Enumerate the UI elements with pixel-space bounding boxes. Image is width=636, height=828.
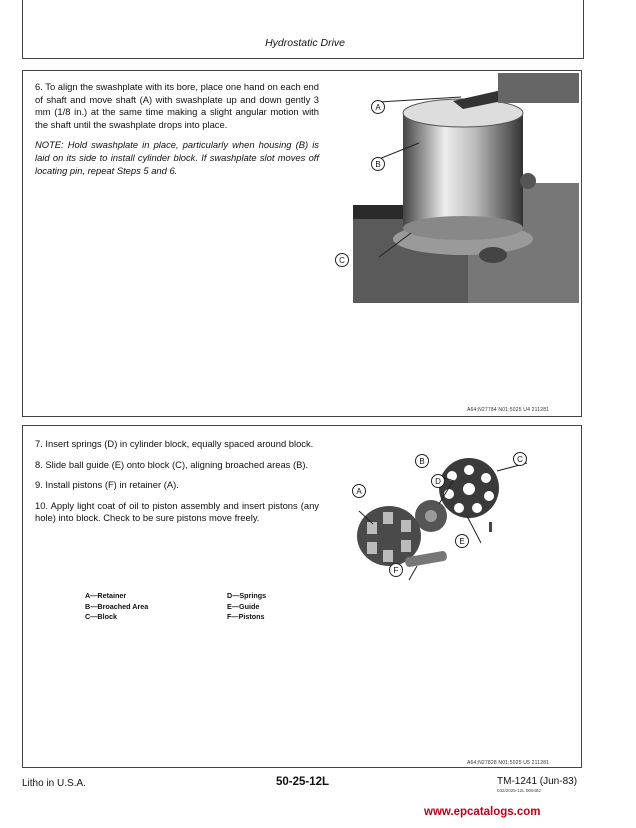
legend-left	[85, 591, 148, 623]
legend-item-guide: E—Guide	[227, 601, 260, 611]
callout-c-block: C	[513, 452, 527, 466]
step-6-panel	[22, 70, 582, 417]
manual-number: TM-1241 (Jun-83)	[497, 776, 578, 787]
header-title: Hydrostatic Drive	[265, 37, 345, 49]
page-header	[22, 0, 584, 59]
swashplate-photo	[323, 73, 579, 303]
legend-item-broached-area: B—Broached Area	[85, 601, 149, 611]
callout-d-springs: D	[431, 474, 445, 488]
legend-right	[227, 591, 266, 623]
step-6-text: 6. To align the swashplate with its bore, place one hand on each end of shaft and move shaft (A) with swashplate up and down gently 3 mm (1/8 in.) at the same time making a slight angular motion with the shaft until the swashplate drops into place.	[35, 81, 319, 130]
callout-b-broached-area: B	[415, 454, 429, 468]
step-7-text: 7. Insert springs (D) in cylinder block, equally spaced around block.	[35, 438, 314, 449]
callout-e-guide: E	[455, 534, 469, 548]
legend-item-pistons: F—Pistons	[227, 612, 265, 621]
step-10-text: 10. Apply light coat of oil to piston assembly and insert pistons (any hole) into block. Check to be sure pistons move freely.	[35, 499, 319, 524]
legend-item-springs: D—Springs	[227, 591, 267, 600]
step-6-text-block	[35, 81, 319, 185]
callout-a: A	[371, 100, 385, 114]
footer-code: 032/2025-12L 000482	[497, 788, 541, 793]
watermark-link[interactable]: www.epcatalogs.com	[424, 806, 541, 818]
step-9-text: 9. Install pistons (F) in retainer (A).	[35, 479, 179, 491]
piston-assembly-photo	[339, 436, 569, 586]
note-text: NOTE: Hold swashplate in place, particularly when housing (B) is laid on its side to install cylinder block. If swashplate slot moves off locating pin, repeat Steps 5 and 6.	[35, 139, 319, 176]
steps-7-10-text-block	[35, 438, 319, 533]
callout-a-retainer: A	[352, 484, 366, 498]
footer-litho: Litho in U.S.A.	[22, 778, 86, 789]
step-8-text: 8. Slide ball guide (E) onto block (C), aligning broached areas (B).	[35, 458, 309, 470]
callout-b: B	[371, 157, 385, 171]
steps-7-10-panel	[22, 425, 582, 768]
callout-c: C	[335, 253, 349, 267]
legend-item-block: C—Block	[85, 612, 117, 621]
image-code: A64;N27828 N01;5025 U5 211281	[467, 760, 550, 766]
page-number: 50-25-12L	[276, 776, 330, 788]
legend-item-retainer: A—Retainer	[85, 591, 127, 600]
image-code: A64;N27784 N01;5025 U4 211281	[467, 407, 550, 413]
callout-f-pistons: F	[389, 563, 403, 577]
